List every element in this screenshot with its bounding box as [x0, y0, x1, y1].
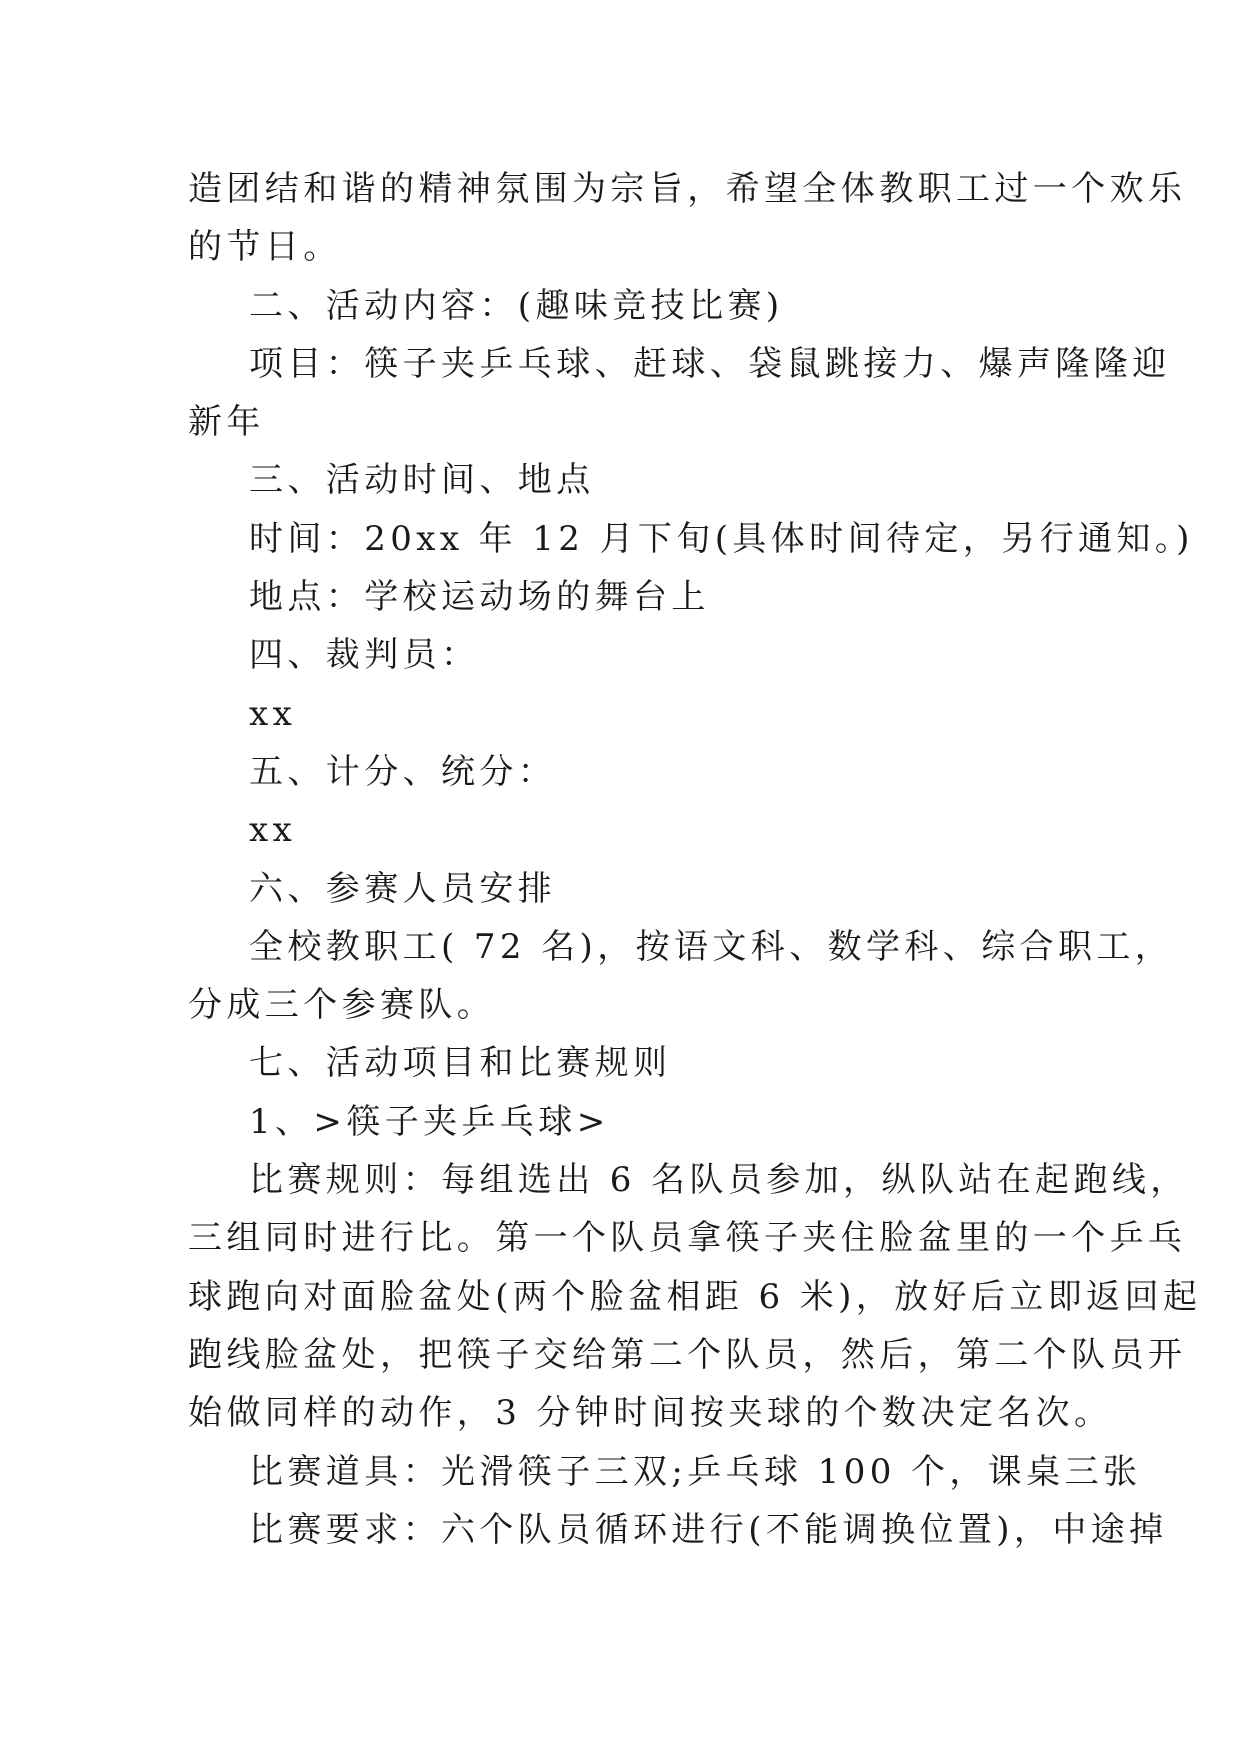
text-line: 1、>筷子夹乒乓球>	[249, 1101, 610, 1142]
paragraph	[188, 1501, 1168, 1559]
paragraph	[188, 568, 1058, 626]
paragraph	[188, 801, 1058, 859]
text-line: 比赛道具：光滑筷子三双;乒乓球 100 个，课桌三张	[249, 1451, 1142, 1492]
text-line: 项目：筷子夹乒乓球、赶球、袋鼠跳接力、爆声隆隆迎	[249, 343, 1171, 384]
text-line: 地点：学校运动场的舞台上	[249, 577, 710, 618]
text-line: 分成三个参赛队。	[188, 985, 496, 1026]
text-line: 全校教职工( 72 名)，按语文科、数学科、综合职工，	[249, 926, 1174, 967]
text-line: 新年	[188, 402, 265, 443]
text-line: 时间：20xx 年 12 月下旬(具体时间待定，另行通知。)	[249, 518, 1194, 559]
paragraph	[188, 1443, 1142, 1501]
paragraph	[188, 685, 1058, 743]
paragraph	[188, 451, 1058, 509]
text-line: 始做同样的动作，3 分钟时间按夹球的个数决定名次。	[188, 1393, 1113, 1434]
text-line: 六、参赛人员安排	[249, 868, 557, 909]
paragraph	[188, 1093, 1058, 1151]
paragraph	[188, 1034, 1058, 1092]
paragraph	[188, 335, 1171, 452]
text-line: 比赛要求：六个队员循环进行(不能调换位置)，中途掉	[249, 1509, 1168, 1550]
paragraph	[188, 918, 1174, 1035]
text-line: 球跑向对面脸盆处(两个脸盆相距 6 米)，放好后立即返回起	[188, 1276, 1202, 1317]
text-line: 造团结和谐的精神氛围为宗旨，希望全体教职工过一个欢乐	[188, 169, 1187, 209]
paragraph	[188, 160, 1187, 277]
text-line: 五、计分、统分：	[249, 751, 557, 792]
paragraph	[188, 626, 1058, 684]
text-line: xx	[249, 693, 297, 734]
text-line: 比赛规则：每组选出 6 名队员参加，纵队站在起跑线，	[249, 1160, 1189, 1201]
text-line: 跑线脸盆处，把筷子交给第二个队员，然后，第二个队员开	[188, 1334, 1187, 1375]
paragraph	[188, 1151, 1202, 1442]
text-line: 三组同时进行比。第一个队员拿筷子夹住脸盆里的一个乒乓	[188, 1218, 1187, 1259]
text-line: 七、活动项目和比赛规则	[249, 1043, 672, 1084]
text-line: 四、裁判员：	[249, 635, 480, 676]
text-line: 二、活动内容：(趣味竞技比赛)	[249, 285, 784, 326]
paragraph	[188, 743, 1058, 801]
text-line: xx	[249, 810, 297, 851]
text-line: 的节日。	[188, 227, 342, 268]
paragraph	[188, 510, 1194, 568]
paragraph	[188, 277, 1058, 335]
paragraph	[188, 860, 1058, 918]
document-body	[188, 160, 1202, 1559]
text-line: 三、活动时间、地点	[249, 460, 595, 501]
